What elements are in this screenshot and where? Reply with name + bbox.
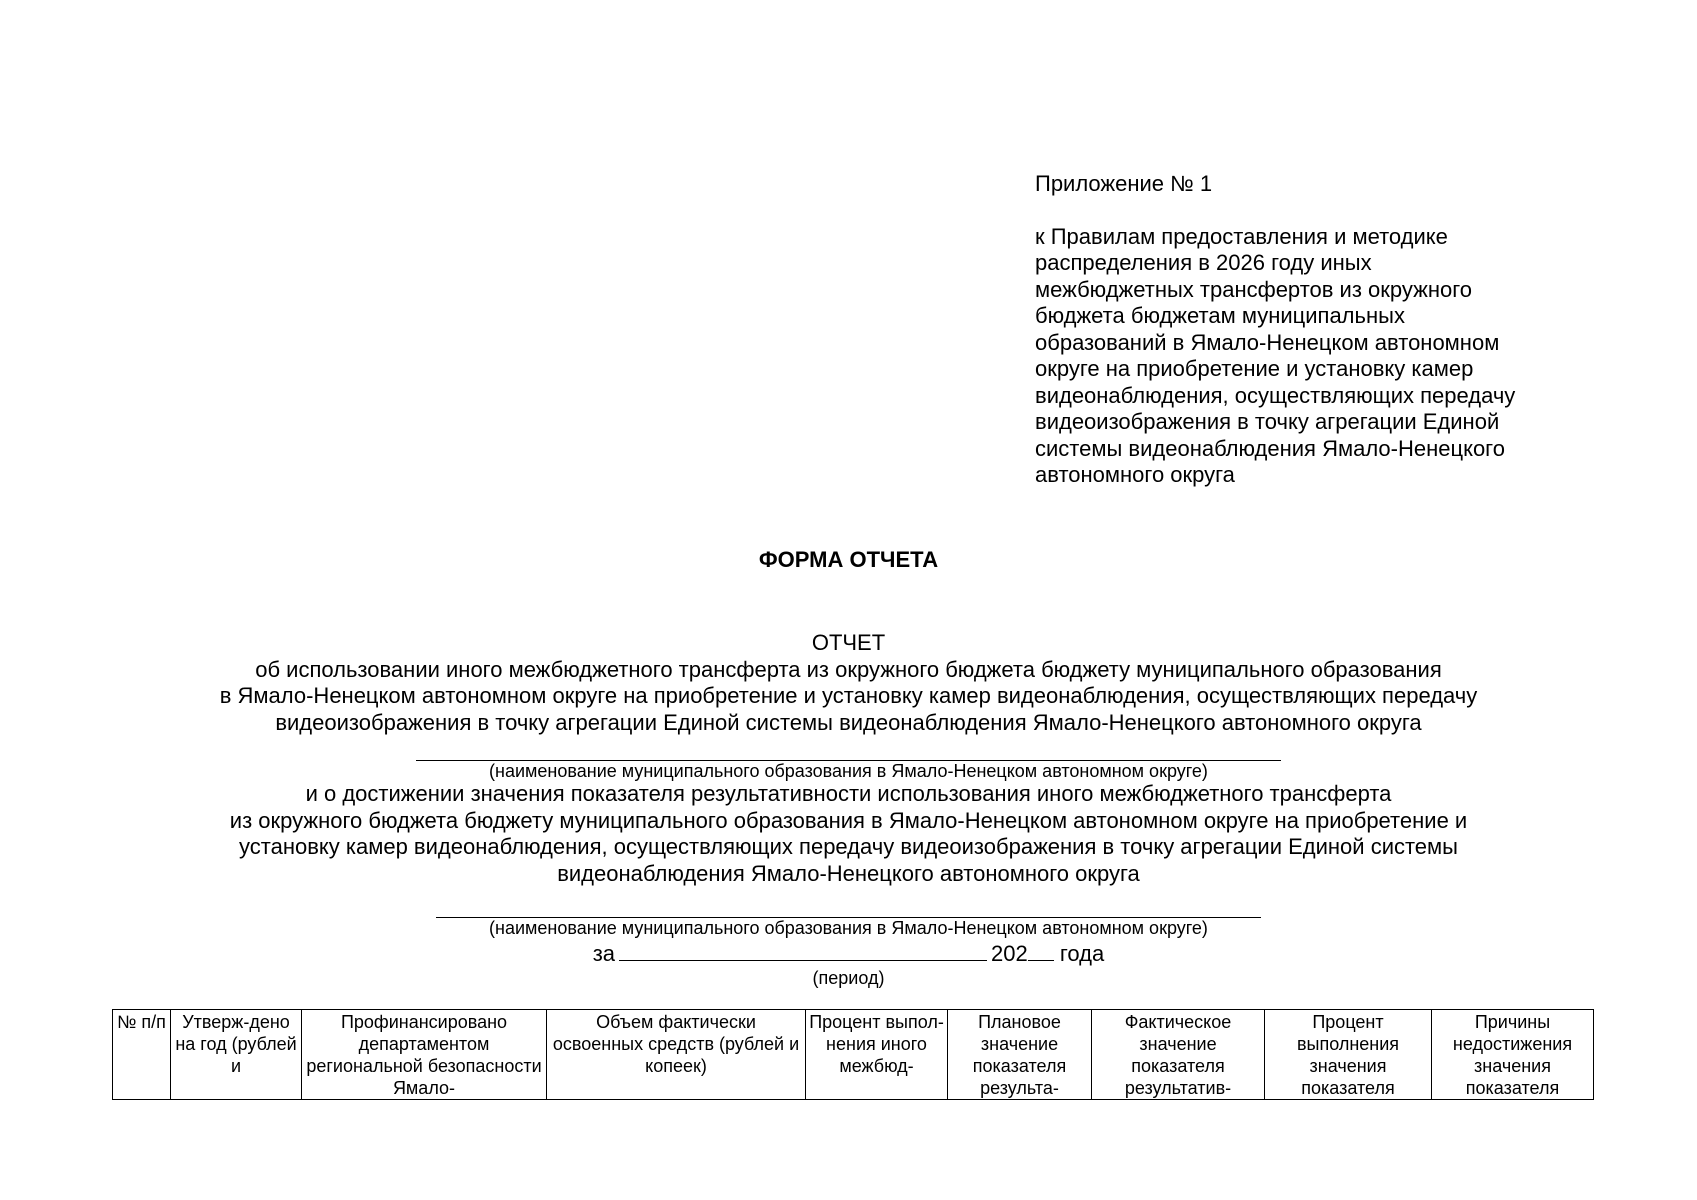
table-header-cell: Утверж-дено на год (рублей и [171,1010,302,1100]
table-header-cell: Причины недостижения значения показателя [1432,1010,1594,1100]
report-heading: ОТЧЕТ [811,630,886,655]
appendix-line: округе на приобретение и установку камер [1035,356,1474,381]
table-header-cell: Фактическое значение показателя результатив- [1092,1010,1265,1100]
period-prefix: за [592,941,616,966]
municipality-blank-line [436,897,1261,918]
table-header-cell: Плановое значение показателя результа- [948,1010,1092,1100]
appendix-line: видеоизображения в точку агрегации Единой [1035,409,1500,434]
report-header [0,630,1697,989]
appendix-block [1035,171,1595,489]
period-caption: (период) [812,968,885,988]
table-header-cell: Профинансировано департаментом региональной безопасности Ямало- [302,1010,547,1100]
appendix-line: образований в Ямало-Ненецком автономном [1035,329,1500,355]
appendix-line: автономного округа [1035,462,1235,487]
appendix-line: системы видеонаблюдения Ямало-Ненецкого [1035,435,1505,461]
appendix-title: Приложение № 1 [1035,171,1213,196]
appendix-line: межбюджетных трансфертов из окружного [1035,276,1473,302]
report-line: в Ямало-Ненецком автономном округе на приобретение и установку камер видеонаблюдения, осуществляющих передачу [219,683,1478,708]
appendix-line: к Правилам предоставления и методике [1035,223,1448,249]
period-year-prefix: 202 [991,941,1028,966]
table-header-cell: Объем фактически освоенных средств (рублей и копеек) [547,1010,806,1100]
municipality-caption: (наименование муниципального образования в Ямало-Ненецком автономном округе) [489,761,1208,781]
appendix-line: бюджета бюджетам муниципальных [1035,303,1405,328]
period-row [0,940,1697,967]
appendix-line: распределения в 2026 году иных [1035,250,1372,275]
report-line: видеоизображения в точку агрегации Единой системы видеонаблюдения Ямало-Ненецкого автономного округа [275,709,1422,735]
year-blank-line [1028,940,1054,961]
municipality-blank-line [416,740,1281,761]
appendix-text [1035,224,1595,489]
report-line: и о достижении значения показателя результативности использования иного межбюджетного трансферта [305,781,1392,806]
period-blank-line [619,940,987,961]
form-title: ФОРМА ОТЧЕТА [758,547,939,572]
report-line: из окружного бюджета бюджету муниципального образования в Ямало-Ненецком автономном округе на приобретение и [229,807,1468,833]
table-header-row [113,1010,1594,1100]
report-table [112,1009,1594,1100]
report-line: установку камер видеонаблюдения, осуществляющих передачу видеоизображения в точку агрегации Единой системы [239,834,1458,859]
municipality-caption: (наименование муниципального образования в Ямало-Ненецком автономном округе) [489,918,1208,938]
period-suffix: года [1059,941,1105,966]
appendix-line: видеонаблюдения, осуществляющих передачу [1035,382,1516,408]
table-header-cell: № п/п [113,1010,171,1100]
table-header-cell: Процент выполнения значения показателя [1265,1010,1432,1100]
table-header-cell: Процент выпол-нения иного межбюд- [806,1010,948,1100]
report-line: об использовании иного межбюджетного трансферта из окружного бюджета бюджету муниципального образования [255,656,1442,682]
report-line: видеонаблюдения Ямало-Ненецкого автономного округа [557,860,1140,886]
